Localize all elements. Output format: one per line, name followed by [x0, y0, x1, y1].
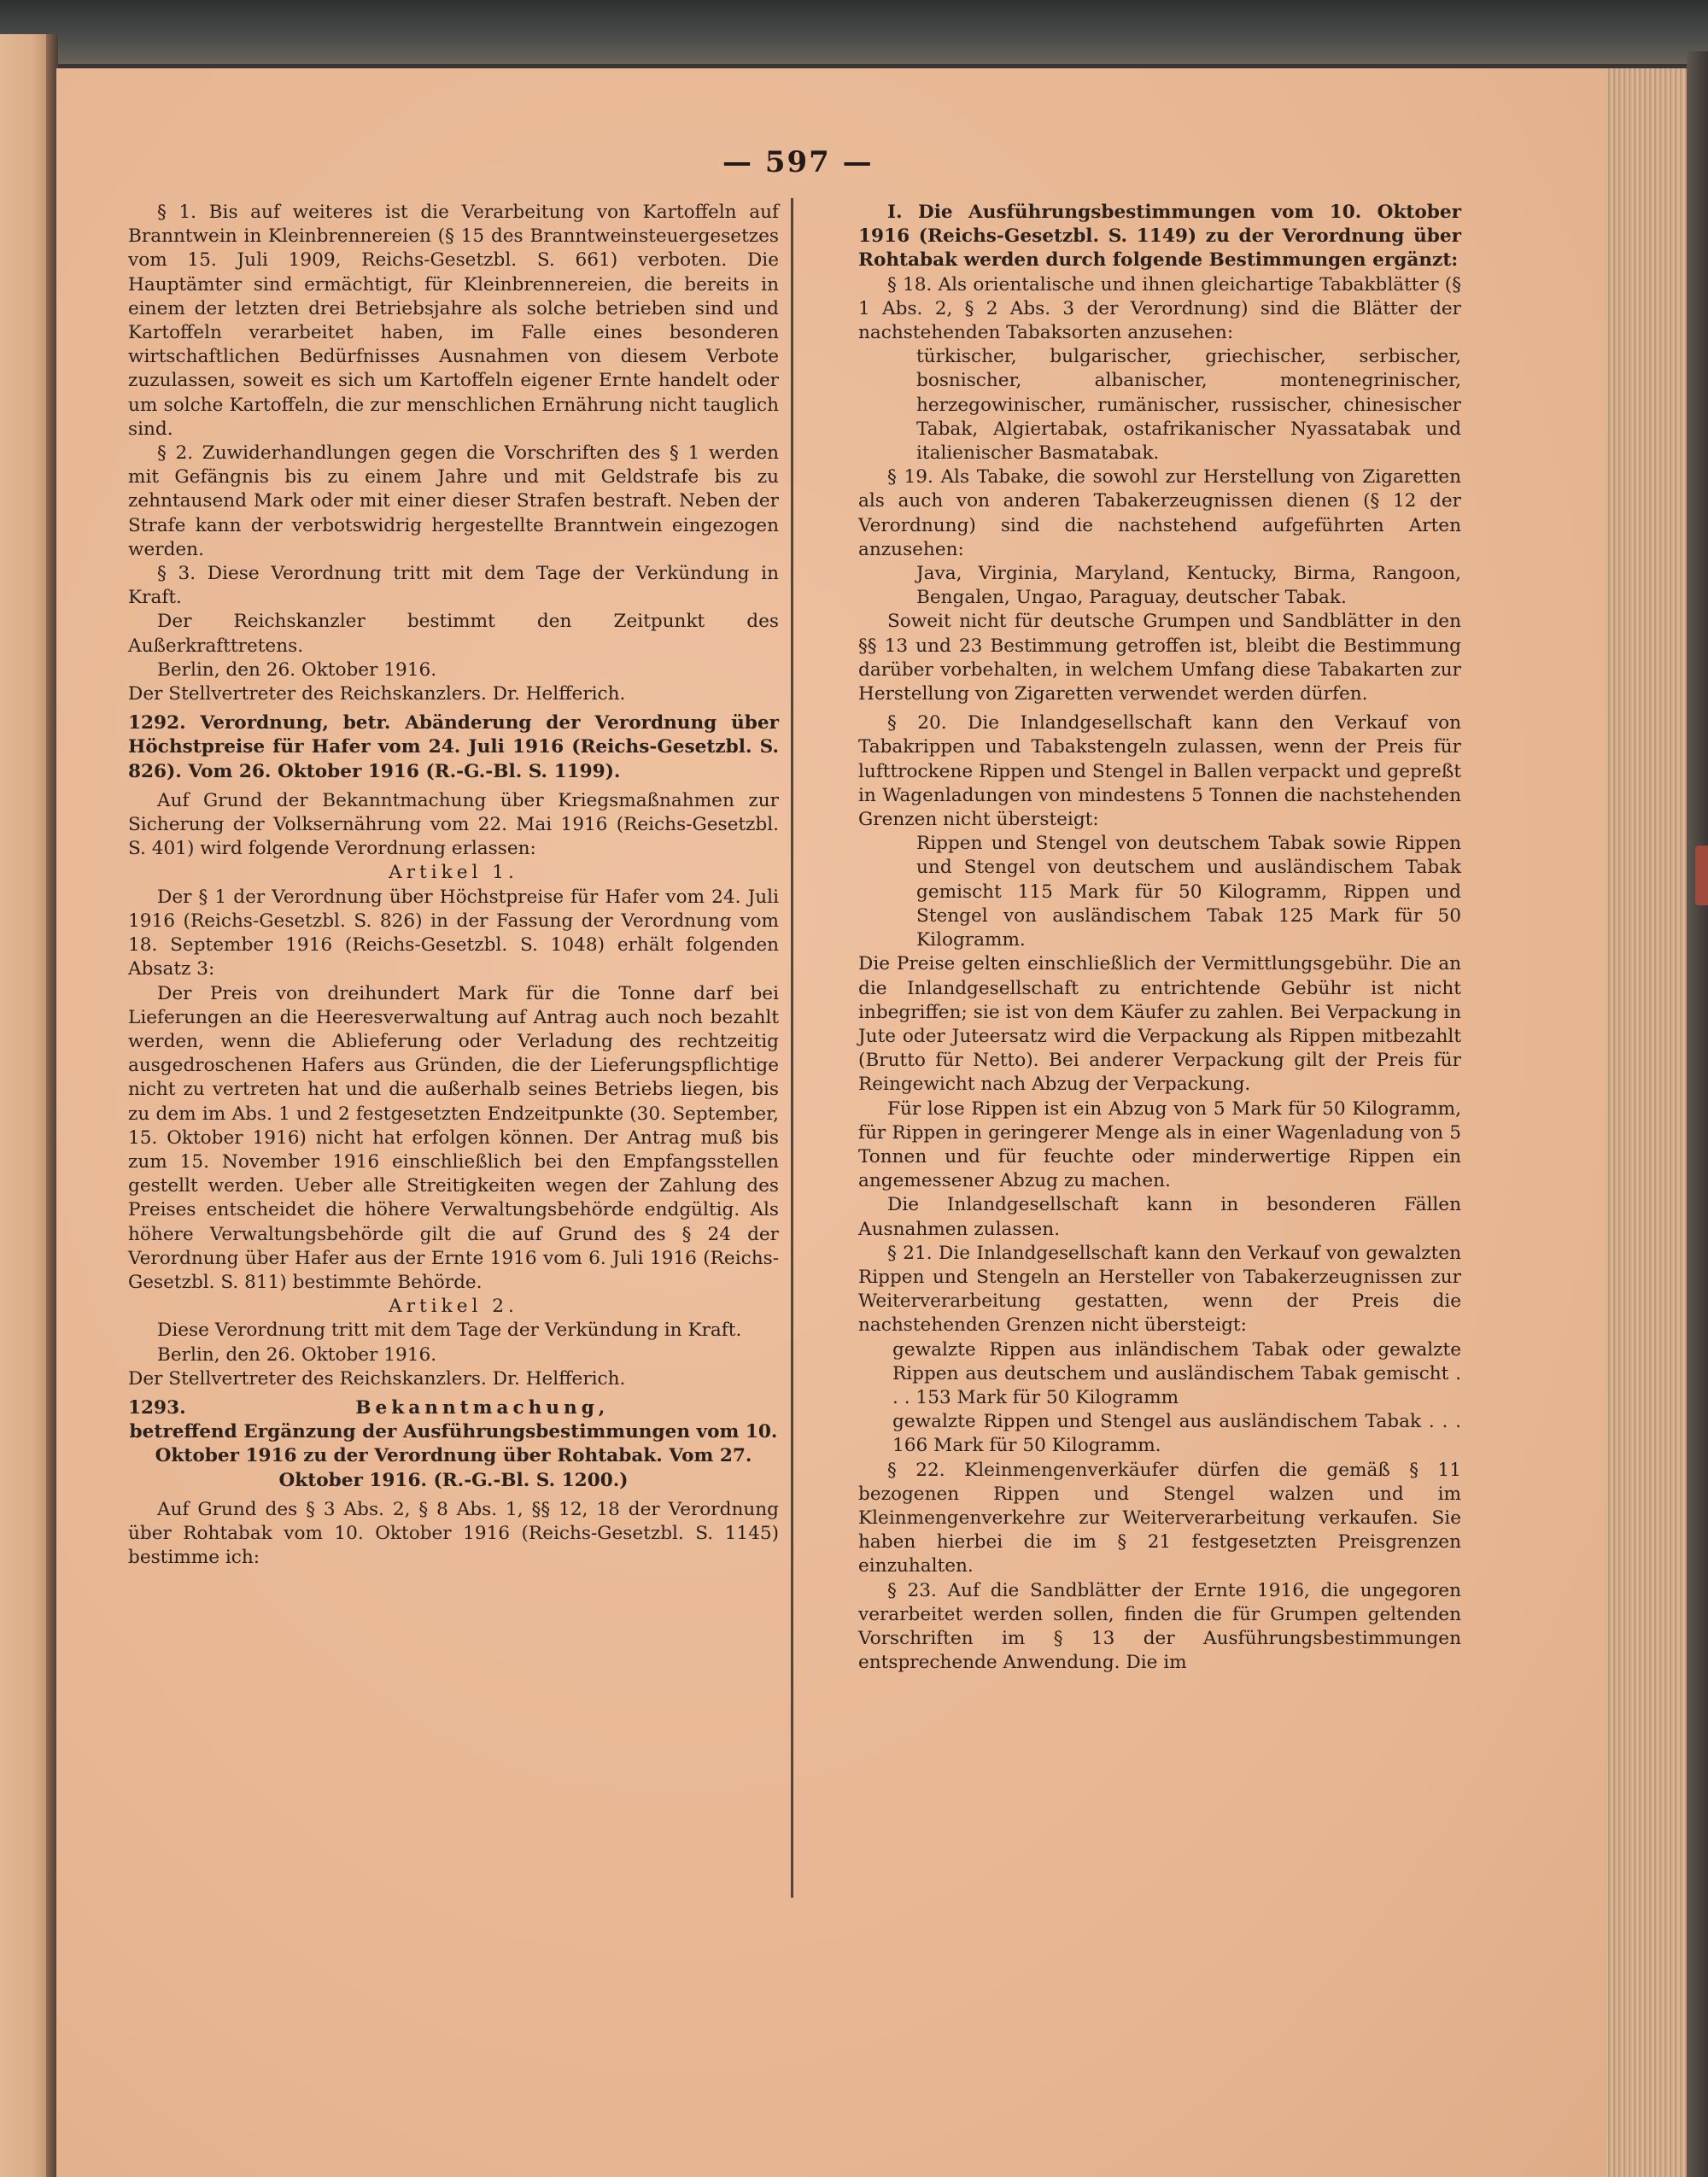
list-s18: türkischer, bulgarischer, griechischer, serbischer, bosnischer, albanischer, montenegrinischer, herzegowinischer, rumänischer, russischer, chinesischer Tabak, Algiertabak, ostafrikanischer Nyassatabak und italienischer Basmatabak.: [916, 346, 1461, 465]
page-number: — 597 —: [722, 145, 874, 179]
paragraph-s2: § 2. Zuwiderhandlungen gegen die Vorschriften des § 1 werden mit Gefängnis bis zu einem Jahre und mit Geldstrafe bis zu zehntausend Mark oder mit einer dieser Strafen bestraft. Neben der Strafe kann der verbotswidrig hergestellte Branntwein eingezogen werden.: [128, 442, 779, 560]
date-line-1: Berlin, den 26. Oktober 1916.: [157, 658, 437, 681]
date-line-2: Berlin, den 26. Oktober 1916.: [157, 1343, 437, 1366]
paragraph-s22: § 22. Kleinmengenverkäufer dürfen die gemäß § 11 bezogenen Rippen und Stengel walzen und im Kleinmengenverkehre zur Weiterverarbeitung verkaufen. Sie haben hierbei die im § 21 festgesetzten Preisgrenzen einzuhalten.: [858, 1459, 1461, 1577]
signature-2: Der Stellvertreter des Reichskanzlers. Dr. Helfferich.: [128, 1367, 626, 1390]
paragraph-s20: § 20. Die Inlandgesellschaft kann den Verkauf von Tabakrippen und Tabakstengeln zulassen, wenn der Preis für lufttrockene Rippen und Stengel in Ballen verpackt und gepreßt in Wagenladungen von mindestens 5 Tonnen die nachstehenden Grenzen nicht übersteigt:: [858, 712, 1462, 831]
list-s20: Rippen und Stengel von deutschem Tabak sowie Rippen und Stengel von deutschem und ausländischem Tabak gemischt 115 Mark für 50 Kilogramm, Rippen und Stengel von ausländischem Tabak 125 Mark für 50 Kilogramm.: [916, 833, 1461, 951]
paragraph-s20-b: Die Preise gelten einschließlich der Vermittlungsgebühr. Die an die Inlandgesellschaft zu entrichtende Gebühr ist nicht inbegriffen; sie ist von dem Käufer zu zahlen. Bei Verpackung in Jute oder Juteersatz wird die Verpackung als Rippen mitbezahlt (Brutto für Netto). Bei anderer Verpackung gilt der Preis für Reingewicht nach Abzug der Verpackung.: [858, 953, 1461, 1096]
left-column: [128, 201, 779, 1570]
right-column: [858, 201, 1461, 1675]
paragraph-s1: § 1. Bis auf weiteres ist die Verarbeitung von Kartoffeln auf Branntwein in Kleinbrennereien (§ 15 des Branntweinsteuergesetzes vom 15. Juli 1909, Reichs-Gesetzbl. S. 661) verboten. Die Hauptämter sind ermächtigt, für Kleinbrennereien, die bereits in einem der letzten drei Betriebsjahre als solche betrieben sind und Kartoffeln verarbeitet haben, im Falle eines besonderen wirtschaftlichen Bedürfnisses Ausnahmen von diesem Verbote zuzulassen, soweit es sich um Kartoffeln eigener Ernte handelt oder um solche Kartoffeln, die zur menschlichen Ernährung nicht tauglich sind.: [128, 202, 779, 440]
article-2-heading: Artikel 2.: [389, 1296, 518, 1318]
paragraph-s18: § 18. Als orientalische und ihnen gleichartige Tabakblätter (§ 1 Abs. 2, § 2 Abs. 3 der Verordnung) sind die Blätter der nachstehenden Tabaksorten anzusehen:: [858, 273, 1461, 344]
paragraph-s19-b: Soweit nicht für deutsche Grumpen und Sandblätter in den §§ 13 und 23 Bestimmung getroffen ist, bleibt die Bestimmung darüber vorbehalten, in welchem Umfang diese Tabakarten zur Herstellung von Zigaretten verwendet werden dürfen.: [858, 611, 1461, 705]
paragraph-s21: § 21. Die Inlandgesellschaft kann den Verkauf von gewalzten Rippen und Stengeln an Hersteller von Tabakerzeugnissen zur Weiterverarbeitung gestatten, wenn der Preis die nachstehenden Grenzen nicht übersteigt:: [858, 1242, 1461, 1337]
paragraph-s3: § 3. Diese Verordnung tritt mit dem Tage der Verkündung in Kraft.: [128, 563, 779, 609]
heading-1292: 1292. Verordnung, betr. Abänderung der Verordnung über Höchstpreise für Hafer vom 24. Juli 1916 (Reichs-Gesetzbl. S. 826). Vom 26. Oktober 1916 (R.-G.-Bl. S. 1199).: [128, 712, 779, 782]
list-s21-item-2: gewalzte Rippen und Stengel aus ausländischem Tabak . . . 166 Mark für 50 Kilogramm.: [892, 1411, 1461, 1457]
paragraph-s19: § 19. Als Tabake, die sowohl zur Herstellung von Zigaretten als auch von anderen Tabakerzeugnissen dienen (§ 12 der Verordnung) sind die nachstehend aufgeführten Arten anzusehen:: [858, 466, 1461, 560]
paragraph-s20-d: Die Inlandgesellschaft kann in besonderen Fällen Ausnahmen zulassen.: [858, 1194, 1461, 1240]
list-s19: Java, Virginia, Maryland, Kentucky, Birma, Rangoon, Bengalen, Ungao, Paraguay, deutscher Tabak.: [916, 563, 1461, 609]
heading-1293-number: 1293.: [128, 1396, 186, 1419]
paragraph-s20-c: Für lose Rippen ist ein Abzug von 5 Mark für 50 Kilogramm, für Rippen in geringerer Menge als in einer Wagenladung von 5 Tonnen und für feuchte oder minderwertige Rippen ein angemessener Abzug zu machen.: [858, 1097, 1461, 1192]
article-2-text: Diese Verordnung tritt mit dem Tage der Verkündung in Kraft.: [157, 1320, 742, 1342]
article-1-text: Der § 1 der Verordnung über Höchstpreise für Hafer vom 24. Juli 1916 (Reichs-Gesetzbl. S. 826) in der Fassung der Verordnung vom 18. September 1916 (Reichs-Gesetzbl. S. 1048) erhält folgenden Absatz 3:: [128, 886, 779, 980]
article-1-paragraph-3: Der Preis von dreihundert Mark für die Tonne darf bei Lieferungen an die Heeresverwaltung auf Antrag auch noch bezahlt werden, wenn die Ablieferung oder Verladung des rechtzeitig ausgedroschenen Hafers aus Gründen, die der Lieferungspflichtige nicht zu vertreten hat und die außerhalb seines Betriebs liegen, bis zu dem im Abs. 1 und 2 festgesetzten Endzeitpunkte (30. September, 15. Oktober 1916) nicht hat erfolgen können. Der Antrag muß bis zum 15. November 1916 einschließlich bei den Empfangsstellen gestellt werden. Ueber alle Streitigkeiten wegen der Zahlung des Preises entscheidet die höhere Verwaltungsbehörde endgültig. Als höhere Verwaltungsbehörde gilt die auf Grund des § 24 der Verordnung über Hafer aus der Ernte 1916 vom 6. Juli 1916 (Reichs-Gesetzbl. S. 811) bestimmte Behörde.: [128, 982, 779, 1293]
article-1-heading: Artikel 1.: [389, 862, 518, 884]
heading-1293-row: [128, 1396, 779, 1420]
paragraph-s23: § 23. Auf die Sandblätter der Ernte 1916, die ungegoren verarbeitet werden sollen, finden die für Grumpen geltenden Vorschriften im § 13 der Ausführungsbestimmungen entsprechende Anwendung. Die im: [858, 1579, 1461, 1674]
heading-1293-title: Bekanntmachung,: [355, 1396, 610, 1419]
signature-1: Der Stellvertreter des Reichskanzlers. Dr. Helfferich.: [128, 683, 626, 705]
paragraph-s3-chancellor: Der Reichskanzler bestimmt den Zeitpunkt des Außerkrafttretens.: [128, 611, 779, 657]
bookmark-tab: [1695, 846, 1708, 905]
paragraph-I: I. Die Ausführungsbestimmungen vom 10. Oktober 1916 (Reichs-Gesetzbl. S. 1149) zu der Verordnung über Rohtabak werden durch folgende Bestimmungen ergänzt:: [858, 202, 1461, 272]
heading-1293-subtitle: betreffend Ergänzung der Ausführungsbestimmungen vom 10. Oktober 1916 zu der Verordnung über Rohtabak. Vom 27. Oktober 1916. (R.-G.-Bl. S. 1200.): [129, 1421, 778, 1491]
book-cover-top: [0, 0, 1708, 64]
intro-1292: Auf Grund der Bekanntmachung über Kriegsmaßnahmen zur Sicherung der Volksernährung vom 22. Mai 1916 (Reichs-Gesetzbl. S. 401) wird folgende Verordnung erlassen:: [128, 789, 779, 860]
facing-page-edge: [0, 34, 53, 2177]
book-cover-right: [1687, 51, 1708, 2177]
intro-1293: Auf Grund des § 3 Abs. 2, § 8 Abs. 1, §§ 12, 18 der Verordnung über Rohtabak vom 10. Oktober 1916 (Reichs-Gesetzbl. S. 1145) bestimme ich:: [128, 1498, 779, 1569]
column-divider: [791, 198, 793, 1898]
list-s21-item-1: gewalzte Rippen aus inländischem Tabak oder gewalzte Rippen aus deutschem und ausländischem Tabak gemischt . . . 153 Mark für 50 Kilogramm: [892, 1338, 1461, 1408]
